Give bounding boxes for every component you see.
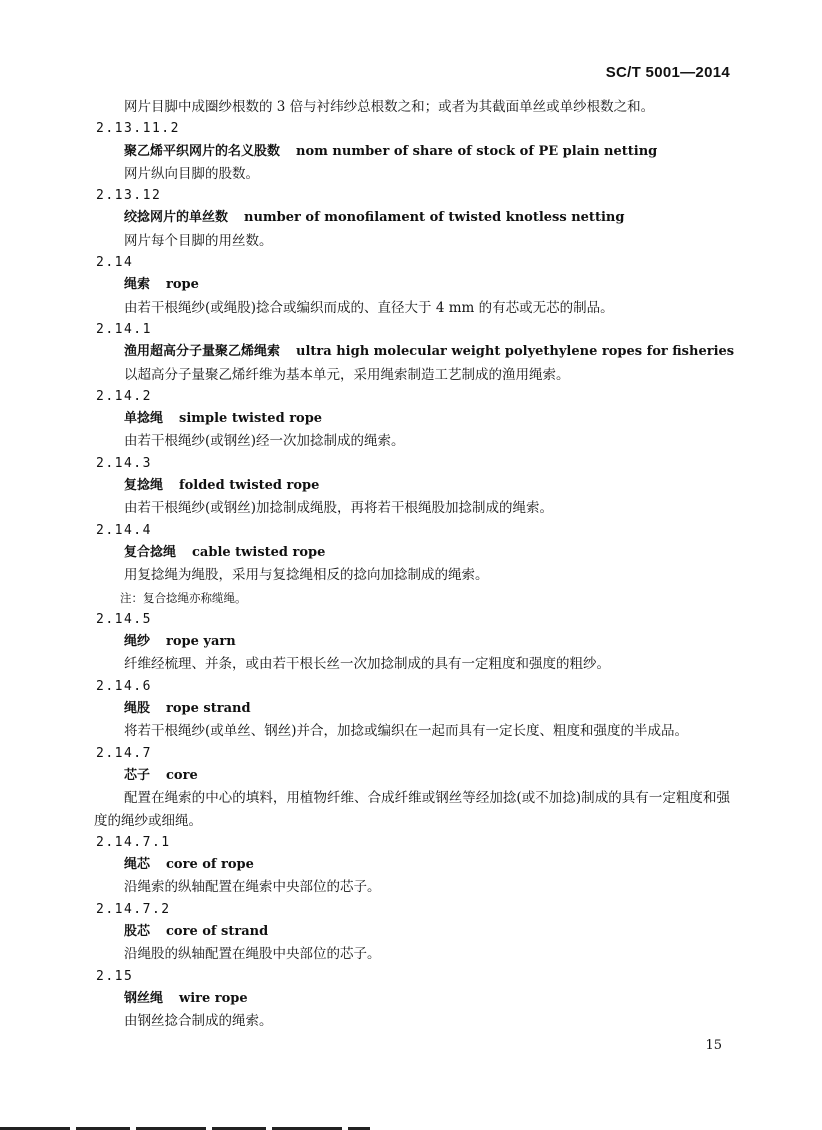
clause-number: 2.14: [96, 255, 134, 271]
definition: 将若干根绳纱(或单丝、钢丝)并合，加捻或编织在一起而具有一定长度、粗度和强度的半成品。: [124, 723, 689, 740]
term-entry: [94, 207, 734, 229]
definition: 由若干根绳纱(或绳股)捻合或编织而成的、直径大于 4 mm 的有芯或无芯的制品。: [124, 299, 614, 316]
term-en: core of strand: [166, 923, 269, 939]
term-zh: 聚乙烯平织网片的名义股数: [124, 143, 281, 159]
term-zh: 股芯: [124, 923, 151, 939]
term-en: cable twisted rope: [192, 544, 326, 560]
standard-code: SC/T 5001—2014: [605, 64, 730, 81]
definition: 由钢丝捻合制成的绳索。: [124, 1013, 273, 1030]
term-zh: 复合捻绳: [124, 544, 177, 560]
note: 注：复合捻绳亦称缆绳。: [120, 590, 247, 605]
term-zh: 绳芯: [124, 857, 151, 873]
term-zh: 单捻绳: [124, 411, 164, 427]
term-en: core of rope: [166, 857, 254, 873]
clause-number: 2.14.6: [96, 678, 152, 694]
term-zh: 绳股: [124, 701, 151, 717]
page-number: 15: [705, 1038, 722, 1053]
term-zh: 钢丝绳: [124, 990, 164, 1006]
clause-number: 2.14.2: [96, 388, 152, 404]
term-entry: [94, 631, 734, 653]
clause-number: 2.14.1: [96, 321, 152, 337]
term-entry: [94, 988, 734, 1010]
term-entry: [94, 542, 734, 564]
term-en: core: [166, 767, 198, 783]
term-entry: [94, 698, 734, 720]
clause-number: 2.14.7.1: [96, 834, 171, 850]
clause-number: 2.14.4: [96, 522, 152, 538]
definition: 沿绳股的纵轴配置在绳股中央部位的芯子。: [124, 946, 381, 963]
term-en: rope yarn: [166, 634, 236, 650]
term-entry: [94, 274, 734, 296]
definition: 网片纵向目脚的股数。: [124, 165, 259, 182]
clause-number: 2.13.12: [96, 188, 162, 204]
definition: 由若干根绳纱(或钢丝)经一次加捻制成的绳索。: [124, 433, 405, 450]
definition: 网片每个目脚的用丝数。: [124, 232, 273, 249]
clause-number: 2.14.3: [96, 455, 152, 471]
term-entry: [94, 765, 734, 787]
definition: 用复捻绳为绳股，采用与复捻绳相反的捻向加捻制成的绳索。: [124, 567, 489, 584]
term-en: simple twisted rope: [179, 411, 323, 427]
clause-number: 2.13.11.2: [96, 121, 180, 137]
term-zh: 芯子: [124, 767, 151, 783]
definition-paragraph: 配置在绳索的中心的填料，用植物纤维、合成纤维或钢丝等经加捻(或不加捻)制成的具有一定粗度和强度的绳纱或细绳。: [94, 790, 730, 829]
terms-content: [94, 96, 734, 1032]
term-zh: 绳纱: [124, 634, 151, 650]
term-en: folded twisted rope: [179, 478, 320, 494]
term-entry: [94, 141, 734, 163]
term-entry: [94, 475, 734, 497]
term-zh: 绳索: [124, 277, 151, 293]
term-en: rope strand: [166, 701, 251, 717]
term-en: wire rope: [179, 990, 248, 1006]
term-en: ultra high molecular weight polyethylene ropes for fisheries: [296, 344, 735, 360]
definition: 纤维经梳理、并条，或由若干根长丝一次加捻制成的具有一定粗度和强度的粗纱。: [124, 656, 610, 673]
term-en: nom number of share of stock of PE plain netting: [296, 143, 658, 159]
term-zh: 绞捻网片的单丝数: [124, 210, 229, 226]
term-entry: [94, 341, 734, 363]
definition: 沿绳索的纵轴配置在绳索中央部位的芯子。: [124, 879, 381, 896]
term-entry: [94, 854, 734, 876]
clause-number: 2.14.5: [96, 611, 152, 627]
continued-text: 网片目脚中成圈纱根数的 3 倍与衬纬纱总根数之和；或者为其截面单丝或单纱根数之和。: [124, 99, 655, 115]
clause-number: 2.14.7.2: [96, 901, 171, 917]
term-en: number of monofilament of twisted knotless netting: [244, 210, 625, 226]
term-entry: [94, 408, 734, 430]
definition: 以超高分子量聚乙烯纤维为基本单元，采用绳索制造工艺制成的渔用绳索。: [124, 366, 570, 383]
clause-number: 2.14.7: [96, 745, 152, 761]
term-en: rope: [166, 277, 199, 293]
term-zh: 渔用超高分子量聚乙烯绳索: [124, 344, 281, 360]
term-zh: 复捻绳: [124, 478, 164, 494]
clause-number: 2.15: [96, 968, 134, 984]
definition: 由若干根绳纱(或钢丝)加捻制成绳股，再将若干根绳股加捻制成的绳索。: [124, 500, 554, 517]
term-entry: [94, 921, 734, 943]
